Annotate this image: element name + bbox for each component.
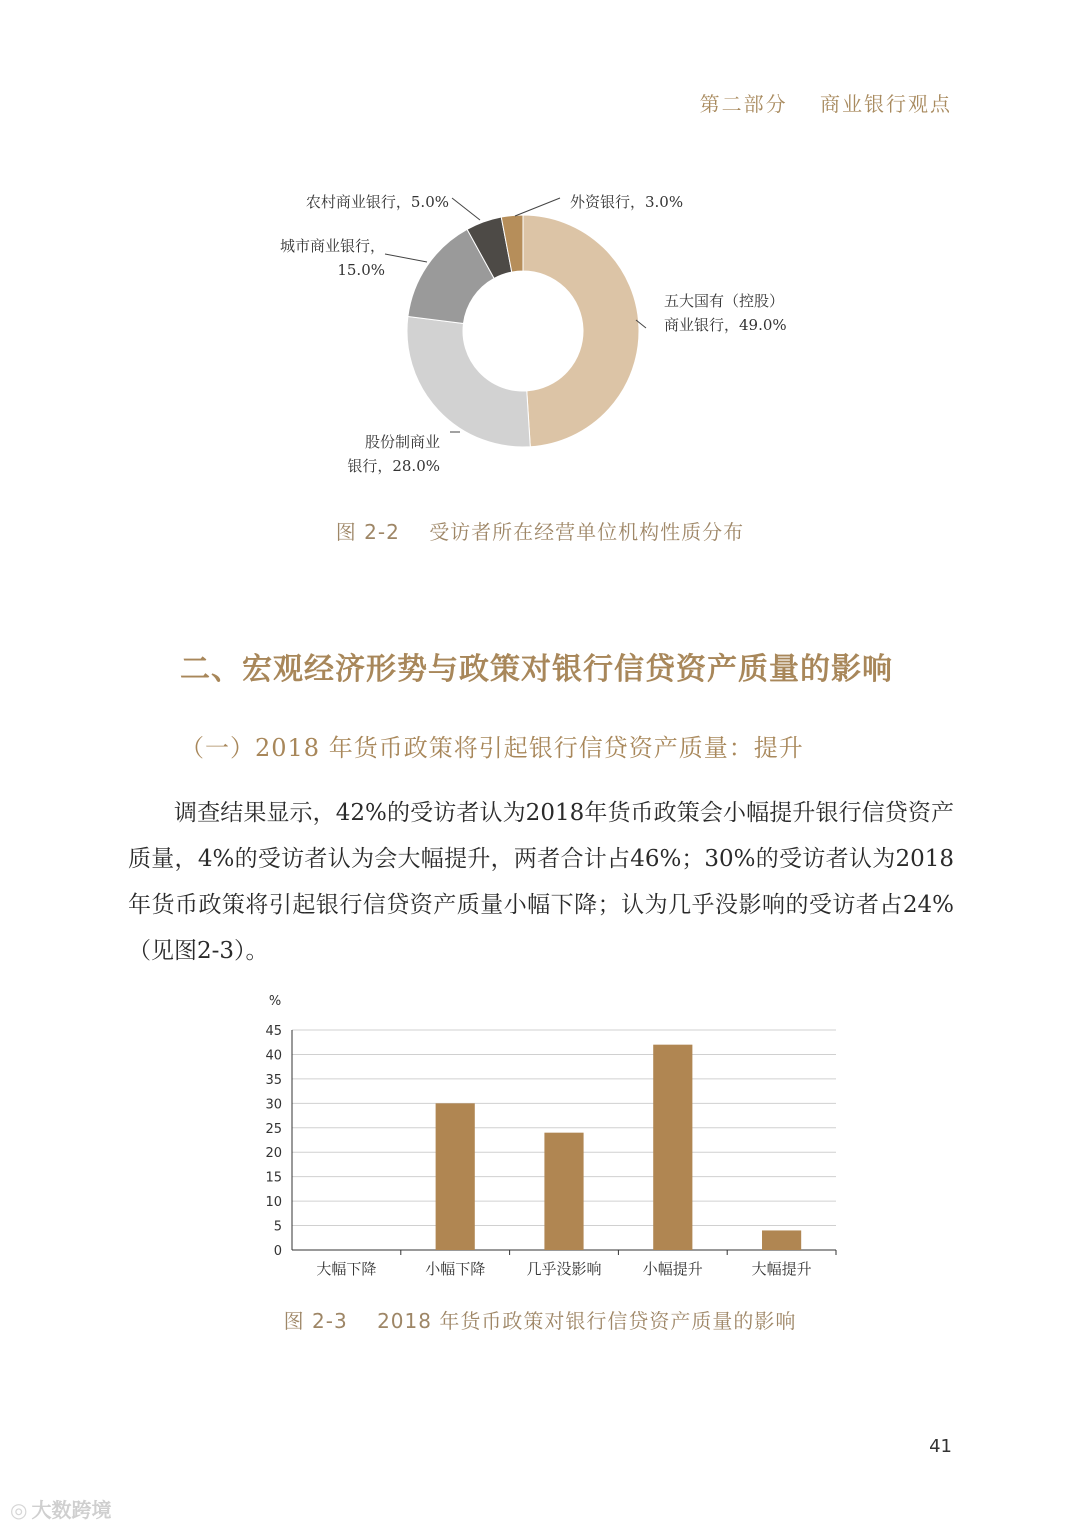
running-head-title: 商业银行观点 bbox=[820, 92, 952, 116]
donut-slice-label: 城市商业银行， bbox=[279, 237, 385, 255]
section-heading: 二、宏观经济形势与政策对银行信贷资产质量的影响 bbox=[180, 652, 893, 687]
bar bbox=[436, 1103, 475, 1250]
donut-leader-line bbox=[385, 254, 427, 262]
watermark-logo-icon: ◎ bbox=[10, 1498, 28, 1522]
y-tick-label: 5 bbox=[273, 1219, 282, 1235]
x-category-label: 小幅下降 bbox=[425, 1260, 486, 1278]
donut-slice-label: 15.0% bbox=[337, 261, 385, 279]
donut-leader-line bbox=[515, 198, 560, 216]
page-number: 41 bbox=[929, 1436, 952, 1457]
x-category-label: 大幅下降 bbox=[316, 1260, 377, 1278]
x-category-label: 几乎没影响 bbox=[526, 1260, 602, 1278]
watermark bbox=[10, 1494, 111, 1523]
donut-slice-label: 外资银行，3.0% bbox=[570, 193, 684, 211]
bar bbox=[653, 1045, 692, 1250]
figure-2-3-title: 2018 年货币政策对银行信贷资产质量的影响 bbox=[377, 1309, 797, 1333]
y-tick-label: 25 bbox=[265, 1121, 282, 1137]
running-head bbox=[700, 88, 952, 117]
y-tick-label: 45 bbox=[265, 1024, 282, 1039]
body-paragraph: 调查结果显示，42%的受访者认为2018年货币政策会小幅提升银行信贷资产质量，4%的受访者认为会大幅提升，两者合计占46%；30%的受访者认为2018年货币政策将引起银行信贷资产质量小幅下降；认为几乎没影响的受访者占24%（见图2-3）。 bbox=[128, 800, 954, 964]
figure-2-3-number: 图 2-3 bbox=[283, 1309, 348, 1333]
y-tick-label: 30 bbox=[265, 1097, 282, 1113]
donut-slice bbox=[523, 215, 639, 447]
watermark-text: 大数跨境 bbox=[31, 1498, 112, 1522]
y-tick-label: 20 bbox=[265, 1146, 282, 1162]
y-tick-label: 0 bbox=[273, 1244, 282, 1259]
x-category-label: 小幅提升 bbox=[642, 1260, 703, 1278]
bar bbox=[762, 1230, 801, 1250]
x-category-label: 大幅提升 bbox=[751, 1260, 812, 1278]
donut-slice-label: 商业银行，49.0% bbox=[664, 316, 787, 334]
figure-2-2-caption bbox=[0, 516, 1080, 545]
y-tick-label: 15 bbox=[265, 1170, 282, 1186]
donut-slice-label: 股份制商业 bbox=[364, 433, 440, 451]
y-tick-label: 35 bbox=[265, 1072, 282, 1088]
y-tick-label: 10 bbox=[265, 1195, 282, 1211]
donut-chart bbox=[0, 170, 1080, 500]
figure-2-2-title: 受访者所在经营单位机构性质分布 bbox=[429, 520, 745, 544]
donut-slice-label: 农村商业银行，5.0% bbox=[305, 193, 449, 211]
donut-leader-line bbox=[452, 198, 480, 220]
running-head-part: 第二部分 bbox=[699, 92, 788, 116]
y-tick-label: 40 bbox=[265, 1048, 282, 1064]
figure-2-2-number: 图 2-2 bbox=[335, 520, 400, 544]
donut-slice bbox=[407, 316, 530, 447]
bar bbox=[544, 1133, 583, 1250]
y-axis-unit: % bbox=[268, 994, 282, 1009]
donut-slice-label: 银行，28.0% bbox=[347, 457, 440, 475]
subsection-heading: （一）2018 年货币政策将引起银行信贷资产质量：提升 bbox=[180, 734, 804, 762]
figure-2-3-caption bbox=[0, 1305, 1080, 1334]
bar-chart bbox=[0, 985, 1080, 1285]
donut-slice-label: 五大国有（控股） bbox=[664, 292, 785, 310]
